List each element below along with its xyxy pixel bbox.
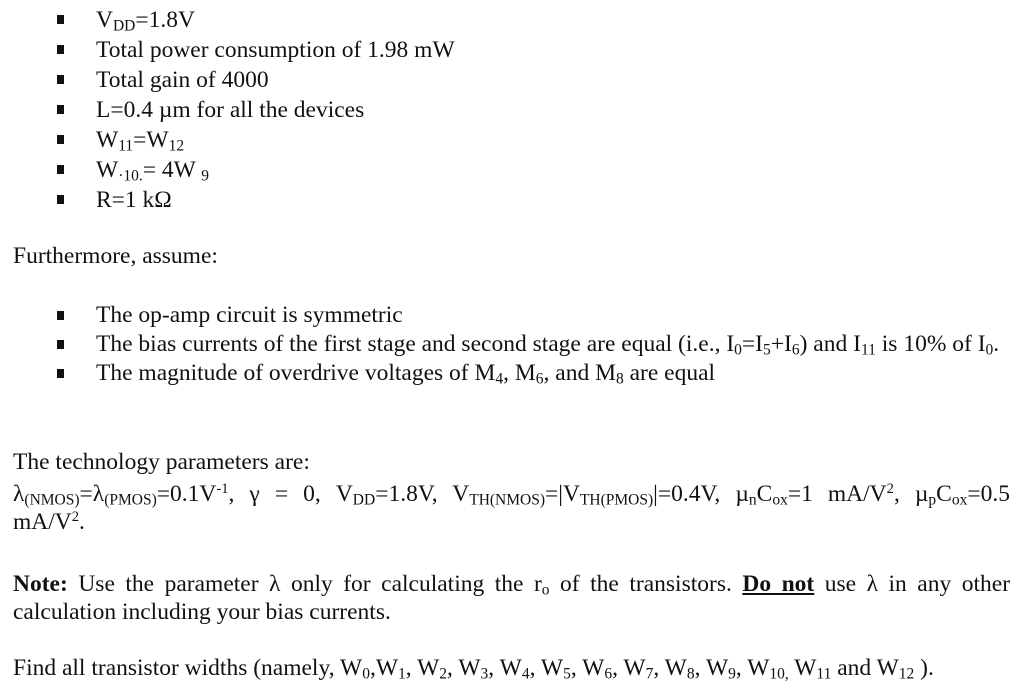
text-run: Total power consumption of 1.98 mW bbox=[96, 37, 455, 63]
spec-text bbox=[96, 97, 364, 123]
subscript: 7 bbox=[645, 665, 654, 683]
assumption-text bbox=[96, 360, 715, 386]
assumption-item bbox=[0, 330, 1010, 359]
subscript: 0 bbox=[985, 341, 994, 359]
assumption-item bbox=[0, 301, 1010, 330]
superscript: 2 bbox=[71, 509, 80, 525]
emphasis-text: Note: bbox=[13, 571, 68, 597]
spec-item bbox=[0, 65, 455, 95]
subscript: 12 bbox=[168, 137, 185, 155]
subscript: 4 bbox=[521, 665, 530, 683]
find-instruction bbox=[13, 655, 1010, 683]
tech-heading bbox=[13, 449, 1010, 477]
text-run: The bias currents of the first stage and second stage are equal (i.e., I bbox=[96, 331, 735, 357]
text-run: The technology parameters are: bbox=[13, 449, 310, 475]
assumption-text bbox=[96, 302, 403, 328]
text-run: = 4W bbox=[142, 157, 202, 183]
text-run: =|V bbox=[545, 481, 580, 507]
text-run: , W bbox=[653, 655, 687, 681]
spec-text bbox=[96, 7, 195, 33]
spec-item bbox=[0, 125, 455, 155]
text-run: =λ bbox=[79, 481, 105, 507]
subscript: 8 bbox=[686, 665, 695, 683]
bullet-icon bbox=[57, 165, 64, 174]
text-run: of the transistors. bbox=[549, 571, 743, 597]
subscript: 11 bbox=[118, 137, 134, 155]
subscript: 6 bbox=[791, 341, 800, 359]
text-run: Total gain of 4000 bbox=[96, 67, 269, 93]
text-run: Furthermore, assume: bbox=[13, 243, 218, 269]
subscript: 1 bbox=[398, 665, 406, 683]
bullet-icon bbox=[57, 195, 64, 204]
furthermore-heading bbox=[13, 243, 1010, 271]
subscript: DD bbox=[352, 491, 376, 509]
text-run: . bbox=[79, 509, 85, 535]
subscript: 6 bbox=[604, 665, 613, 683]
subscript: o bbox=[541, 581, 550, 599]
text-run: C bbox=[756, 481, 773, 507]
spec-list bbox=[0, 5, 455, 215]
text-run: L=0.4 µm for all the devices bbox=[96, 97, 365, 123]
spec-item bbox=[0, 35, 455, 65]
subscript: (PMOS) bbox=[104, 491, 157, 509]
text-run: The op-amp circuit is symmetric bbox=[96, 302, 403, 328]
bullet-icon bbox=[57, 45, 64, 54]
text-run: is 10% of I bbox=[875, 331, 986, 357]
subscript: DD bbox=[112, 17, 136, 35]
text-run: . bbox=[993, 331, 1000, 357]
text-run: and W bbox=[831, 655, 899, 681]
text-run: use λ in any other calculation including your bias currents. bbox=[13, 571, 1011, 625]
spec-item bbox=[0, 155, 455, 185]
note-paragraph bbox=[13, 570, 1010, 626]
assumption-text bbox=[96, 331, 999, 357]
text-run: , W bbox=[694, 655, 729, 681]
text-run: ,W bbox=[369, 655, 399, 681]
text-run: =1.8V bbox=[135, 7, 195, 33]
text-run: , W bbox=[612, 655, 646, 681]
bullet-icon bbox=[57, 369, 64, 378]
subscript: 11 bbox=[860, 341, 876, 359]
text-run: , and M bbox=[543, 360, 616, 386]
subscript: 5 bbox=[563, 665, 571, 683]
text-run: , µ bbox=[893, 481, 929, 507]
bullet-icon bbox=[57, 135, 64, 144]
spec-item bbox=[0, 5, 455, 35]
text-run: =W bbox=[133, 127, 169, 153]
text-run: =0.5 mA/V bbox=[13, 481, 1010, 535]
text-run: Use the parameter λ only for calculating the r bbox=[67, 571, 542, 597]
text-run: , W bbox=[735, 655, 770, 681]
spec-item bbox=[0, 95, 455, 125]
subscript: 2 bbox=[439, 665, 448, 683]
text-run: R=1 kΩ bbox=[96, 187, 172, 213]
assumption-list bbox=[0, 301, 1010, 388]
text-run: W bbox=[96, 157, 119, 183]
text-run: |=0.4V, µ bbox=[653, 481, 749, 507]
spec-text bbox=[96, 157, 209, 183]
bullet-icon bbox=[57, 105, 64, 114]
subscript: p bbox=[928, 491, 937, 509]
subscript: 4 bbox=[495, 370, 504, 388]
text-run: =1.8V, V bbox=[375, 481, 470, 507]
spec-text bbox=[96, 187, 172, 213]
text-run: , W bbox=[488, 655, 522, 681]
subscript: 8 bbox=[616, 370, 624, 388]
text-run: ) and I bbox=[799, 331, 861, 357]
text-run: are equal bbox=[623, 360, 716, 386]
subscript: ox bbox=[772, 491, 788, 509]
subscript: 6 bbox=[535, 370, 544, 388]
subscript: (NMOS) bbox=[24, 491, 80, 509]
text-run: λ bbox=[13, 481, 25, 507]
text-run: , W bbox=[570, 655, 605, 681]
subscript: 0 bbox=[362, 665, 370, 683]
text-run: , W bbox=[405, 655, 440, 681]
subscript: 12 bbox=[898, 665, 915, 683]
subscript: 3 bbox=[480, 665, 489, 683]
text-run: , W bbox=[447, 655, 481, 681]
text-run: W bbox=[96, 127, 119, 153]
subscript: 5 bbox=[763, 341, 771, 359]
subscript: n bbox=[748, 491, 757, 509]
text-run: W bbox=[788, 655, 817, 681]
text-run: ). bbox=[914, 655, 934, 681]
spec-text bbox=[96, 67, 269, 93]
subscript: ox bbox=[951, 491, 968, 509]
emphasis-text: Do not bbox=[742, 571, 815, 597]
spec-item bbox=[0, 185, 455, 215]
subscript: 9 bbox=[728, 665, 736, 683]
text-run: +I bbox=[770, 331, 792, 357]
subscript: 11 bbox=[816, 665, 832, 683]
subscript: 9 bbox=[201, 167, 209, 185]
subscript: 10, bbox=[769, 665, 789, 683]
bullet-icon bbox=[57, 340, 64, 349]
superscript: -1 bbox=[216, 481, 229, 497]
subscript: 0 bbox=[734, 341, 742, 359]
text-run: =1 mA/V bbox=[787, 481, 887, 507]
text-run: , M bbox=[503, 360, 536, 386]
tech-params bbox=[13, 480, 1010, 536]
text-run: =0.1V bbox=[156, 481, 217, 507]
spec-text bbox=[96, 37, 455, 63]
bullet-icon bbox=[57, 75, 64, 84]
spec-text bbox=[96, 127, 184, 153]
subscript: ·10. bbox=[118, 167, 143, 185]
text-run: =I bbox=[741, 331, 764, 357]
text-run: The magnitude of overdrive voltages of M bbox=[96, 360, 496, 386]
bullet-icon bbox=[57, 311, 64, 320]
text-run: , W bbox=[529, 655, 564, 681]
subscript: TH(NMOS) bbox=[469, 491, 546, 509]
text-run: V bbox=[96, 7, 113, 33]
superscript: 2 bbox=[886, 481, 894, 497]
bullet-icon bbox=[57, 15, 64, 24]
text-run: Find all transistor widths (namely, W bbox=[13, 655, 363, 681]
text-run: C bbox=[936, 481, 952, 507]
text-run: , γ = 0, V bbox=[228, 481, 353, 507]
subscript: TH(PMOS) bbox=[579, 491, 654, 509]
assumption-item bbox=[0, 359, 1010, 388]
